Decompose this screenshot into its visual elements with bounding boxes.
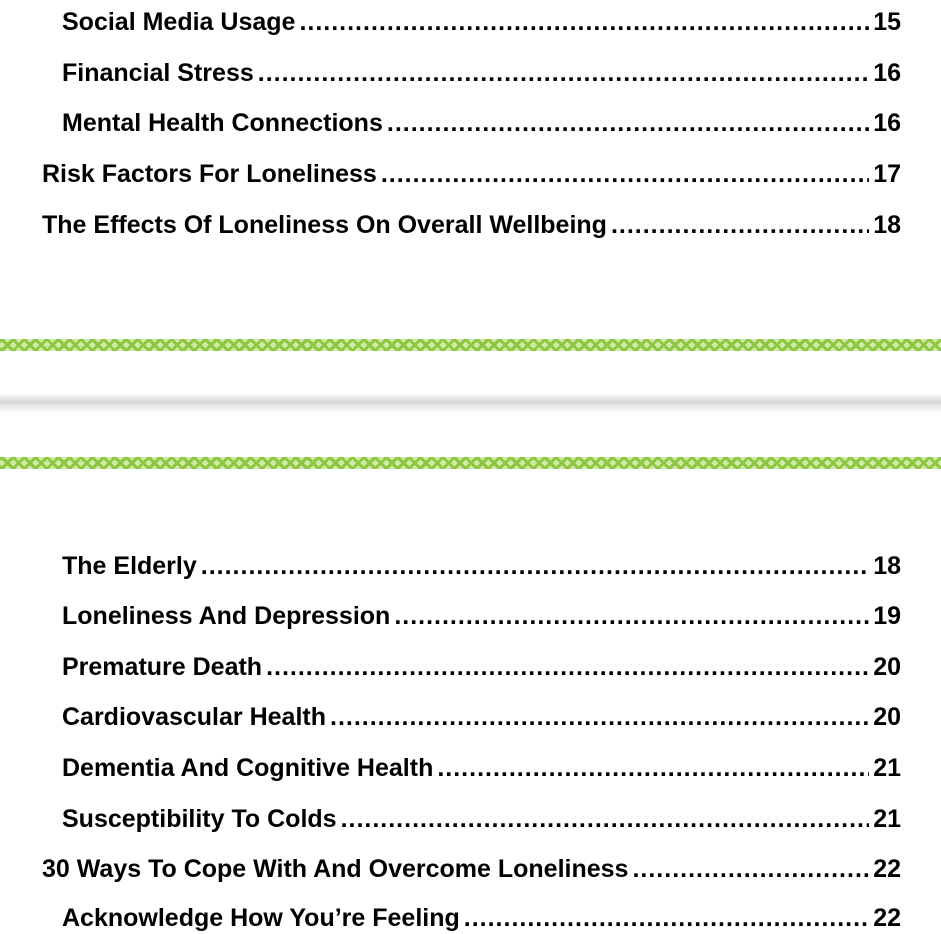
toc-entry[interactable]: [62, 55, 901, 87]
toc-entry-title: Acknowledge How You’re Feeling: [62, 904, 460, 932]
toc-entry[interactable]: [62, 598, 901, 630]
toc-dot-leader: [266, 653, 869, 681]
toc-dot-leader: [330, 703, 869, 731]
toc-entry-title: Loneliness And Depression: [62, 602, 391, 630]
toc-entry-title: Susceptibility To Colds: [62, 805, 337, 833]
toc-page-number: 18: [873, 211, 901, 239]
toc-page-number: 19: [873, 602, 901, 630]
toc-entry[interactable]: [42, 851, 901, 883]
toc-entry[interactable]: [62, 900, 901, 932]
toc-dot-leader: [258, 59, 869, 87]
toc-entry-title: Dementia And Cognitive Health: [62, 754, 434, 782]
toc-page-number: 22: [873, 904, 901, 932]
toc-entry-title: The Elderly: [62, 552, 197, 580]
toc-page-number: 16: [873, 59, 901, 87]
toc-page-number: 22: [873, 855, 901, 883]
toc-entry[interactable]: [62, 649, 901, 681]
toc-entry-title: Mental Health Connections: [62, 109, 383, 137]
toc-entry[interactable]: [42, 207, 901, 239]
toc-dot-leader: [611, 211, 869, 239]
toc-page-number: 21: [873, 754, 901, 782]
page-break-gap: [0, 393, 941, 413]
toc-entry[interactable]: [62, 699, 901, 731]
toc-entry[interactable]: [62, 4, 901, 36]
toc-dot-leader: [201, 552, 869, 580]
page-header-border: [0, 457, 941, 469]
page-footer-border: [0, 339, 941, 351]
toc-dot-leader: [437, 754, 869, 782]
toc-page-number: 15: [873, 8, 901, 36]
toc-entry-title: Risk Factors For Loneliness: [42, 160, 377, 188]
toc-dot-leader: [341, 805, 870, 833]
toc-page-number: 20: [873, 653, 901, 681]
toc-entry-title: The Effects Of Loneliness On Overall Wellbeing: [42, 211, 607, 239]
toc-entry-title: Financial Stress: [62, 59, 254, 87]
toc-dot-leader: [387, 109, 869, 137]
toc-dot-leader: [394, 602, 869, 630]
toc-dot-leader: [464, 904, 869, 932]
toc-page-number: 21: [873, 805, 901, 833]
toc-entry[interactable]: [42, 156, 901, 188]
toc-entry-title: Cardiovascular Health: [62, 703, 326, 731]
toc-entry-title: Social Media Usage: [62, 8, 296, 36]
toc-dot-leader: [299, 8, 869, 36]
toc-entry[interactable]: [62, 801, 901, 833]
toc-page-number: 20: [873, 703, 901, 731]
toc-dot-leader: [632, 855, 869, 883]
toc-dot-leader: [381, 160, 869, 188]
toc-page-number: 18: [873, 552, 901, 580]
toc-entry[interactable]: [62, 750, 901, 782]
toc-entry[interactable]: [62, 548, 901, 580]
toc-page-number: 17: [873, 160, 901, 188]
toc-entry-title: Premature Death: [62, 653, 263, 681]
toc-entry-title: 30 Ways To Cope With And Overcome Loneliness: [42, 855, 629, 883]
toc-page-number: 16: [873, 109, 901, 137]
toc-entry[interactable]: [62, 105, 901, 137]
